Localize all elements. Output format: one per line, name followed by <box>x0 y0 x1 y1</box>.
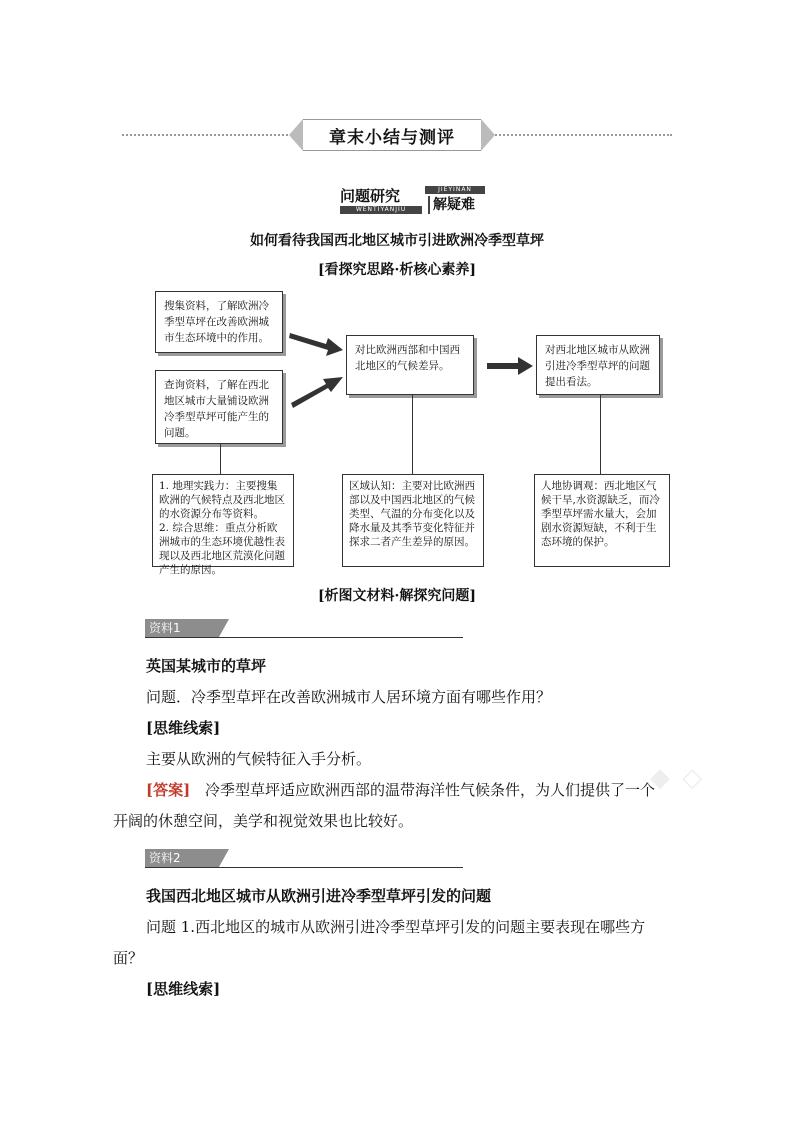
flow-box-query-info: 查询资料，了解在西北地区城市大量铺设欧洲冷季型草坪可能产生的问题。 <box>155 370 283 444</box>
answer-text-line1: 冷季型草坪适应欧洲西部的温带海洋性气候条件，为人们提供了一个 <box>204 781 655 799</box>
material1-title: 英国某城市的草坪 <box>146 657 267 675</box>
material2-rule <box>145 867 463 868</box>
section-heading-materials: [析图文材料·解探究问题] <box>317 588 477 604</box>
material1-answer <box>146 779 686 801</box>
material1-question: 问题．冷季型草坪在改善欧洲城市人居环境方面有哪些作用？ <box>146 688 552 706</box>
section-badge-title: 问题研究 <box>340 187 401 205</box>
material2-title: 我国西北地区城市从欧洲引进冷季型草坪引发的问题 <box>146 887 492 905</box>
flow-box-human-land: 人地协调观：西北地区气候干旱,水资源缺乏，而冷季型草坪需水量大，会加剧水资源短缺，不利于生态环境的保护。 <box>534 474 670 567</box>
flow-box-compare-climate: 对比欧洲西部和中国西北地区的气候差异。 <box>346 335 474 395</box>
section-badge-pinyin-bottom: WENTIYANJIU <box>340 206 422 214</box>
connector-a <box>220 444 221 474</box>
material1-clue: 主要从欧洲的气候特征入手分析。 <box>146 750 372 768</box>
flow-box-practice-thinking <box>152 474 294 576</box>
material2-question-line1: 问题 1.西北地区的城市从欧洲引进冷季型草坪引发的问题主要表现在哪些方 <box>146 918 646 936</box>
connector-c <box>412 395 413 474</box>
chapter-title: 章末小结与测评 <box>303 119 481 151</box>
topic-title: 如何看待我国西北地区城市引进欧洲冷季型草坪 <box>250 233 544 249</box>
material1-rule <box>145 637 463 638</box>
flow-box-give-opinion: 对西北地区城市从欧洲引进冷季型草坪的问题提出看法。 <box>536 335 660 395</box>
flow-box-regional-cognition: 区域认知：主要对比欧洲西部以及中国西北地区的气候类型、气温的分布变化以及降水量及其季节变化特征并探求二者产生差异的原因。 <box>342 474 484 567</box>
connector-d <box>600 395 601 474</box>
answer-label: [答案] <box>146 781 191 799</box>
section-badge-pinyin-top: JIEYINAN <box>425 186 485 194</box>
practice-line-1: 1. 地理实践力：主要搜集欧洲的气候特点及西北地区的水资源分布等资料。 <box>159 480 285 520</box>
material1-tag: 资料1 <box>145 619 219 637</box>
material2-tag: 资料2 <box>145 849 219 867</box>
material1-clue-label: [思维线索] <box>146 719 221 737</box>
material2-question-line2: 面？ <box>113 949 144 967</box>
arrow-b-to-c <box>291 377 343 408</box>
practice-line-2: 2. 综合思维：重点分析欧洲城市的生态环境优越性表现以及西北地区荒漠化问题产生的原因。 <box>159 522 285 576</box>
material2-clue-label: [思维线索] <box>146 980 221 998</box>
material1-answer-line2: 开阔的休憩空间，美学和视觉效果也比较好。 <box>113 812 414 830</box>
flow-box-collect-info: 搜集资料，了解欧洲冷季型草坪在改善欧洲城市生态环境中的作用。 <box>155 291 283 353</box>
watermark-mark: ◆ ◇ <box>650 763 705 793</box>
section-badge-subtitle: 解疑难 <box>428 196 475 214</box>
arrow-a-to-c <box>289 333 343 356</box>
section-heading-thinking: [看探究思路·析核心素养] <box>317 262 477 278</box>
arrow-c-to-d <box>487 357 533 375</box>
